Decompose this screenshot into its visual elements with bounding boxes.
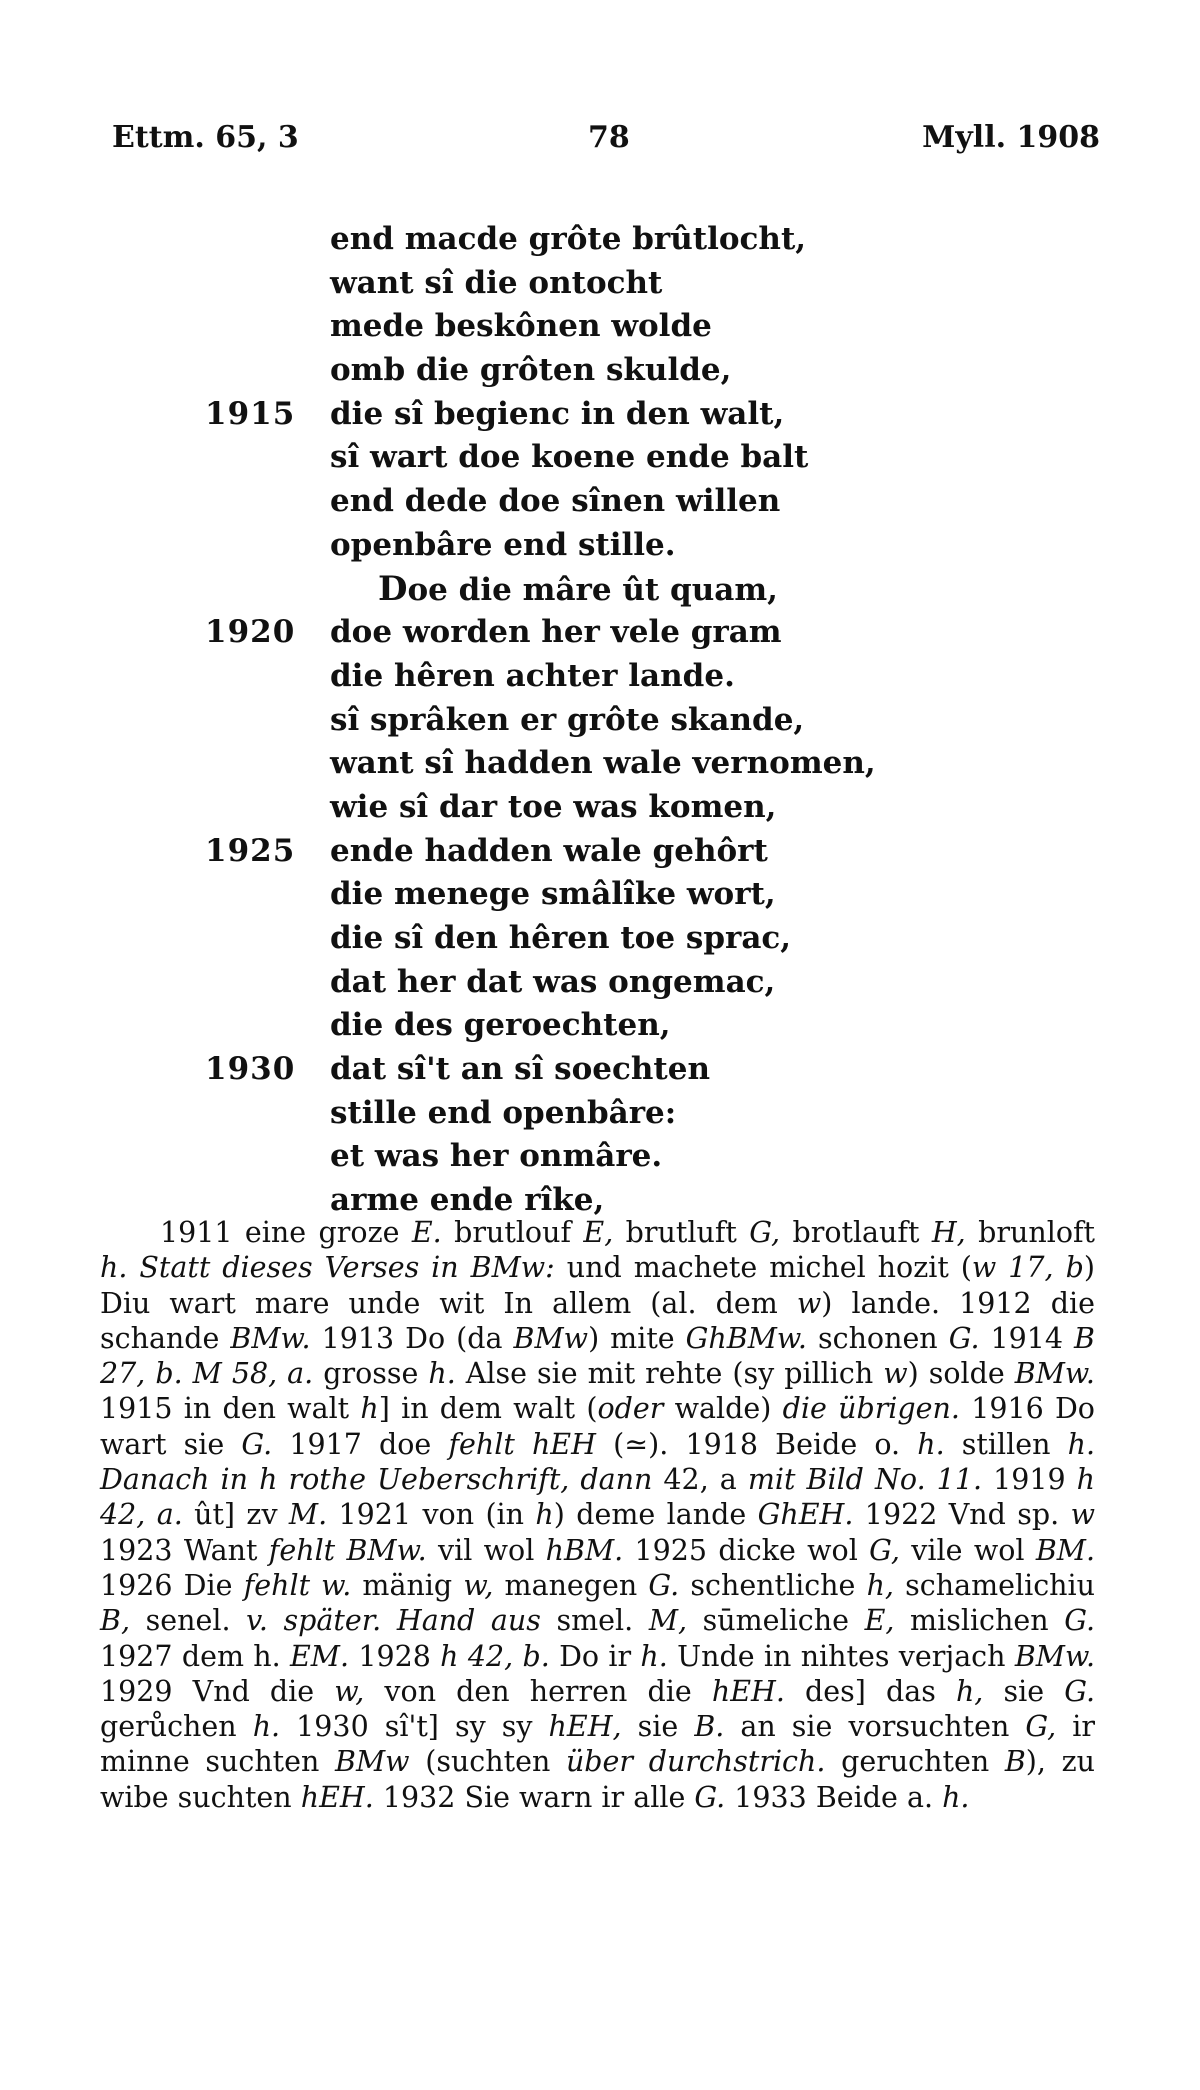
- apparatus-text: senel.: [130, 1604, 247, 1638]
- apparatus-text: ) mite: [588, 1321, 686, 1355]
- apparatus-text: sūmeliche: [687, 1604, 865, 1638]
- verse-line: [0, 1135, 1200, 1179]
- verse-line: [0, 218, 1200, 262]
- verse-text-content: die menege smâlîke wort,: [330, 876, 776, 913]
- apparatus-text: schonen: [806, 1321, 949, 1355]
- apparatus-italic: oder: [597, 1392, 664, 1426]
- apparatus-italic: H,: [931, 1216, 966, 1249]
- apparatus-italic: BMw: [513, 1321, 589, 1355]
- apparatus-text: 1915 in den walt: [100, 1392, 361, 1426]
- apparatus-text: (: [595, 1427, 625, 1461]
- verse-line: [0, 568, 1200, 612]
- apparatus-italic: BMw: [335, 1745, 410, 1779]
- apparatus-text: geruchten: [825, 1745, 1005, 1779]
- apparatus-text: 42, a: [652, 1463, 748, 1497]
- apparatus-text: ≃: [624, 1427, 649, 1461]
- verse-text: [330, 436, 808, 480]
- verse-text: [330, 218, 806, 262]
- verse-number: 1930: [205, 1051, 296, 1088]
- apparatus-italic: über durchstrich.: [565, 1745, 826, 1779]
- apparatus-italic: B: [1004, 1745, 1026, 1779]
- apparatus-italic: G.: [948, 1321, 980, 1355]
- verse-text: [330, 1048, 710, 1092]
- verse-block: [0, 218, 1200, 1223]
- apparatus-text: ) lande. 1912 die schande: [100, 1286, 1095, 1355]
- verse-text: [330, 1092, 676, 1136]
- apparatus-italic: h,: [866, 1568, 894, 1602]
- verse-text-content: end dede doe sînen willen: [330, 483, 781, 520]
- verse-line: [0, 480, 1200, 524]
- apparatus-text: ût] zv: [182, 1498, 289, 1532]
- apparatus-italic: E,: [583, 1216, 614, 1249]
- verse-line: [0, 830, 1200, 874]
- apparatus-italic: B 27, b. M 58, a.: [100, 1321, 1095, 1391]
- apparatus-italic: h.: [917, 1427, 945, 1461]
- apparatus-italic: G,: [749, 1216, 781, 1249]
- verse-line: [0, 917, 1200, 961]
- page-number: 78: [588, 120, 630, 155]
- verse-number: 1925: [205, 832, 296, 869]
- verse-line: [0, 305, 1200, 349]
- verse-text-content: oe die mâre ût quam,: [407, 571, 778, 608]
- apparatus-italic: G,: [1025, 1710, 1057, 1744]
- verse-text-content: omb die grôten skulde,: [330, 352, 732, 389]
- apparatus-text: ) Diu wart mare unde wit In allem (al. dem: [100, 1251, 1095, 1320]
- verse-text-content: die hêren achter lande.: [330, 657, 735, 694]
- verse-text-content: dat her dat was ongemac,: [330, 963, 776, 1000]
- verse-text-content: arme ende rîke,: [330, 1182, 605, 1219]
- apparatus-italic: BM.: [1035, 1533, 1095, 1567]
- apparatus-text: brunloft: [965, 1216, 1095, 1249]
- verse-text: [330, 1004, 671, 1048]
- verse-line: [0, 436, 1200, 480]
- verse-text-content: die des geroechten,: [330, 1007, 671, 1044]
- apparatus-text: vil wol: [426, 1533, 546, 1567]
- apparatus-text: gerůchen: [100, 1710, 253, 1744]
- page-header: [0, 120, 1200, 160]
- verse-text: [330, 524, 676, 568]
- apparatus-text: 1917 doe: [272, 1427, 449, 1461]
- verse-text: [330, 742, 876, 786]
- verse-number: 1915: [205, 395, 296, 432]
- apparatus-italic: fehlt w.: [243, 1568, 352, 1602]
- apparatus-italic: h 42, b.: [440, 1639, 550, 1673]
- apparatus-text: 1921 von (in: [327, 1498, 536, 1532]
- apparatus-italic: hEH.: [300, 1780, 374, 1814]
- verse-text-content: want sî die ontocht: [330, 264, 663, 301]
- header-right-reference: Myll. 1908: [922, 120, 1100, 155]
- apparatus-italic: h. Statt dieses Verses in BMw:: [100, 1251, 555, 1285]
- apparatus-italic: G.: [648, 1568, 680, 1602]
- apparatus-italic: M,: [648, 1604, 688, 1638]
- apparatus-italic: E,: [864, 1604, 895, 1638]
- verse-line: [0, 742, 1200, 786]
- apparatus-italic: h.: [252, 1710, 281, 1744]
- apparatus-italic: GhEH.: [757, 1498, 854, 1532]
- apparatus-italic: B.: [694, 1710, 725, 1744]
- apparatus-text: ] in dem walt (: [378, 1392, 598, 1426]
- apparatus-text: grosse: [313, 1357, 429, 1391]
- verse-text-content: ende hadden wale gehôrt: [330, 832, 768, 869]
- apparatus-italic: h.: [942, 1780, 970, 1814]
- verse-text: [330, 917, 791, 961]
- apparatus-text: schentliche: [679, 1568, 867, 1602]
- apparatus-text: 1922 Vnd sp.: [853, 1498, 1071, 1532]
- apparatus-text: und machete michel hozit (: [554, 1251, 972, 1285]
- apparatus-italic: hEH,: [548, 1710, 622, 1744]
- verse-text-content: sî sprâken er grôte skande,: [330, 701, 805, 738]
- verse-line: [0, 611, 1200, 655]
- verse-text: [330, 305, 712, 349]
- verse-line: [0, 393, 1200, 437]
- verse-text: [330, 611, 782, 655]
- verse-line: [0, 873, 1200, 917]
- verse-text-content: mede beskônen wolde: [330, 308, 712, 345]
- verse-line: [0, 786, 1200, 830]
- apparatus-italic: w: [883, 1357, 908, 1391]
- verse-text: [330, 1135, 662, 1179]
- apparatus-italic: h.: [428, 1357, 456, 1391]
- apparatus-italic: fehlt BMw.: [268, 1533, 427, 1567]
- apparatus-italic: hBM.: [545, 1533, 624, 1567]
- apparatus-text: manegen: [493, 1568, 649, 1602]
- apparatus-text: stillen: [944, 1427, 1068, 1461]
- apparatus-italic: w: [796, 1286, 822, 1320]
- apparatus-text: 1928: [349, 1639, 441, 1673]
- apparatus-text: brutluft: [613, 1216, 750, 1249]
- verse-text: [330, 393, 784, 437]
- verse-text: [330, 349, 731, 393]
- apparatus-italic: h,: [955, 1674, 984, 1708]
- apparatus-text: walde): [663, 1392, 783, 1426]
- verse-text: [330, 480, 780, 524]
- apparatus-italic: BMw.: [1014, 1639, 1096, 1673]
- verse-text-content: dat sî't an sî soechten: [330, 1051, 710, 1088]
- verse-line: [0, 655, 1200, 699]
- verse-text: [330, 786, 776, 830]
- verse-text-content: sî wart doe koene ende balt: [330, 439, 809, 476]
- apparatus-italic: G.: [694, 1780, 726, 1814]
- verse-line: [0, 1048, 1200, 1092]
- verse-text: [330, 699, 804, 743]
- verse-text: [330, 830, 768, 874]
- verse-line: [0, 262, 1200, 306]
- apparatus-text: von den herren die: [364, 1674, 712, 1708]
- verse-text: [330, 873, 776, 917]
- apparatus-italic: GhBMw.: [685, 1321, 807, 1355]
- verse-text-content: et was her onmâre.: [330, 1138, 663, 1175]
- apparatus-italic: fehlt hEH: [448, 1427, 596, 1461]
- apparatus-text: 1927 dem h.: [100, 1639, 290, 1673]
- apparatus-text: mislichen: [894, 1604, 1065, 1638]
- apparatus-italic: hEH.: [711, 1674, 785, 1708]
- verse-line: [0, 349, 1200, 393]
- apparatus-italic: w: [1070, 1498, 1095, 1532]
- apparatus-text: smel.: [540, 1604, 649, 1638]
- verse-text-content: openbâre end stille.: [330, 526, 676, 563]
- verse-text-content: die sî den hêren toe sprac,: [330, 920, 792, 956]
- apparatus-text: ) solde: [907, 1357, 1015, 1391]
- apparatus-italic: B,: [100, 1604, 131, 1638]
- apparatus-text: 1929 Vnd die: [100, 1674, 335, 1708]
- apparatus-italic: h. Danach in h rothe Ueberschrift, dann: [100, 1427, 1096, 1497]
- apparatus-italic: G.: [1064, 1604, 1096, 1638]
- apparatus-text: Do ir: [549, 1639, 641, 1673]
- apparatus-text: 1926 Die: [100, 1568, 244, 1602]
- apparatus-italic: G,: [869, 1533, 900, 1567]
- apparatus-italic: h: [360, 1392, 379, 1426]
- apparatus-italic: BMw.: [230, 1321, 311, 1355]
- apparatus-text: sie: [983, 1674, 1065, 1708]
- apparatus-text: an sie vorsuchten: [724, 1710, 1026, 1744]
- apparatus-text: 1913 Do (da: [310, 1321, 514, 1355]
- critical-apparatus: [100, 1215, 1095, 1815]
- apparatus-text: ir minne suchten: [100, 1710, 1095, 1779]
- verse-text-content: want sî hadden wale vernomen,: [330, 745, 876, 782]
- apparatus-italic: h: [535, 1498, 554, 1532]
- apparatus-text: ) deme lande: [553, 1498, 758, 1532]
- apparatus-text: 1919: [982, 1463, 1077, 1497]
- verse-line: [0, 1004, 1200, 1048]
- apparatus-text: 1925 dicke wol: [623, 1533, 870, 1567]
- initial-letter: D: [378, 568, 408, 609]
- apparatus-italic: w 17, b: [971, 1251, 1084, 1285]
- verse-text-content: stille end openbâre:: [330, 1094, 677, 1131]
- apparatus-text: mänig: [351, 1568, 464, 1602]
- apparatus-italic: mit Bild No. 11.: [747, 1463, 983, 1497]
- verse-number: 1920: [205, 614, 296, 651]
- apparatus-text: brutlouf: [441, 1216, 584, 1249]
- apparatus-text: sie: [621, 1710, 695, 1744]
- header-left-reference: Ettm. 65, 3: [112, 120, 299, 155]
- apparatus-italic: BMw.: [1014, 1357, 1095, 1391]
- apparatus-paragraph: [100, 1215, 1095, 1815]
- apparatus-text: ), zu wibe suchten: [100, 1745, 1096, 1814]
- verse-text: [330, 262, 662, 306]
- apparatus-italic: E.: [411, 1216, 442, 1249]
- verse-text-content: die sî begienc in den walt,: [330, 395, 785, 432]
- verse-text-content: doe worden her vele gram: [330, 614, 782, 651]
- apparatus-text: 1933 Beide a.: [725, 1780, 943, 1814]
- apparatus-text: Unde in nihtes verjach: [667, 1639, 1015, 1673]
- apparatus-text: brotlauft: [780, 1216, 932, 1249]
- apparatus-text: schamelichiu: [893, 1568, 1095, 1602]
- apparatus-text: des] das: [784, 1674, 956, 1708]
- apparatus-text: 1914: [979, 1321, 1075, 1355]
- verse-line: [0, 961, 1200, 1005]
- apparatus-text: 1923 Want: [100, 1533, 269, 1567]
- apparatus-italic: G.: [1064, 1674, 1095, 1708]
- apparatus-italic: v. später. Hand aus: [246, 1604, 541, 1638]
- apparatus-italic: h 42, a.: [100, 1463, 1096, 1532]
- apparatus-italic: h.: [640, 1639, 668, 1673]
- apparatus-text: 1932 Sie warn ir alle: [373, 1780, 695, 1814]
- apparatus-text: 1930 sî't] sy sy: [280, 1710, 549, 1744]
- verse-text: [330, 655, 735, 699]
- apparatus-text: (suchten: [409, 1745, 566, 1779]
- apparatus-italic: M.: [288, 1498, 328, 1532]
- apparatus-text: ). 1918 Beide o.: [648, 1427, 918, 1461]
- apparatus-italic: EM.: [289, 1639, 350, 1673]
- verse-line: [0, 699, 1200, 743]
- apparatus-text: vile wol: [899, 1533, 1036, 1567]
- verse-text-content: end macde grôte brûtlocht,: [330, 221, 807, 257]
- verse-text: [378, 568, 778, 613]
- apparatus-italic: die übrigen.: [782, 1392, 960, 1426]
- verse-line: [0, 1092, 1200, 1136]
- apparatus-italic: w,: [463, 1568, 494, 1602]
- apparatus-italic: w,: [334, 1674, 365, 1708]
- apparatus-text: Alse sie mit rehte (sy pillich: [455, 1357, 884, 1391]
- verse-text: [330, 961, 775, 1005]
- verse-line: [0, 524, 1200, 568]
- apparatus-text: 1911 eine groze: [160, 1216, 412, 1249]
- verse-text-content: wie sî dar toe was komen,: [330, 788, 777, 825]
- apparatus-text: 1916 Do wart sie: [100, 1392, 1095, 1461]
- apparatus-italic: G.: [241, 1427, 273, 1461]
